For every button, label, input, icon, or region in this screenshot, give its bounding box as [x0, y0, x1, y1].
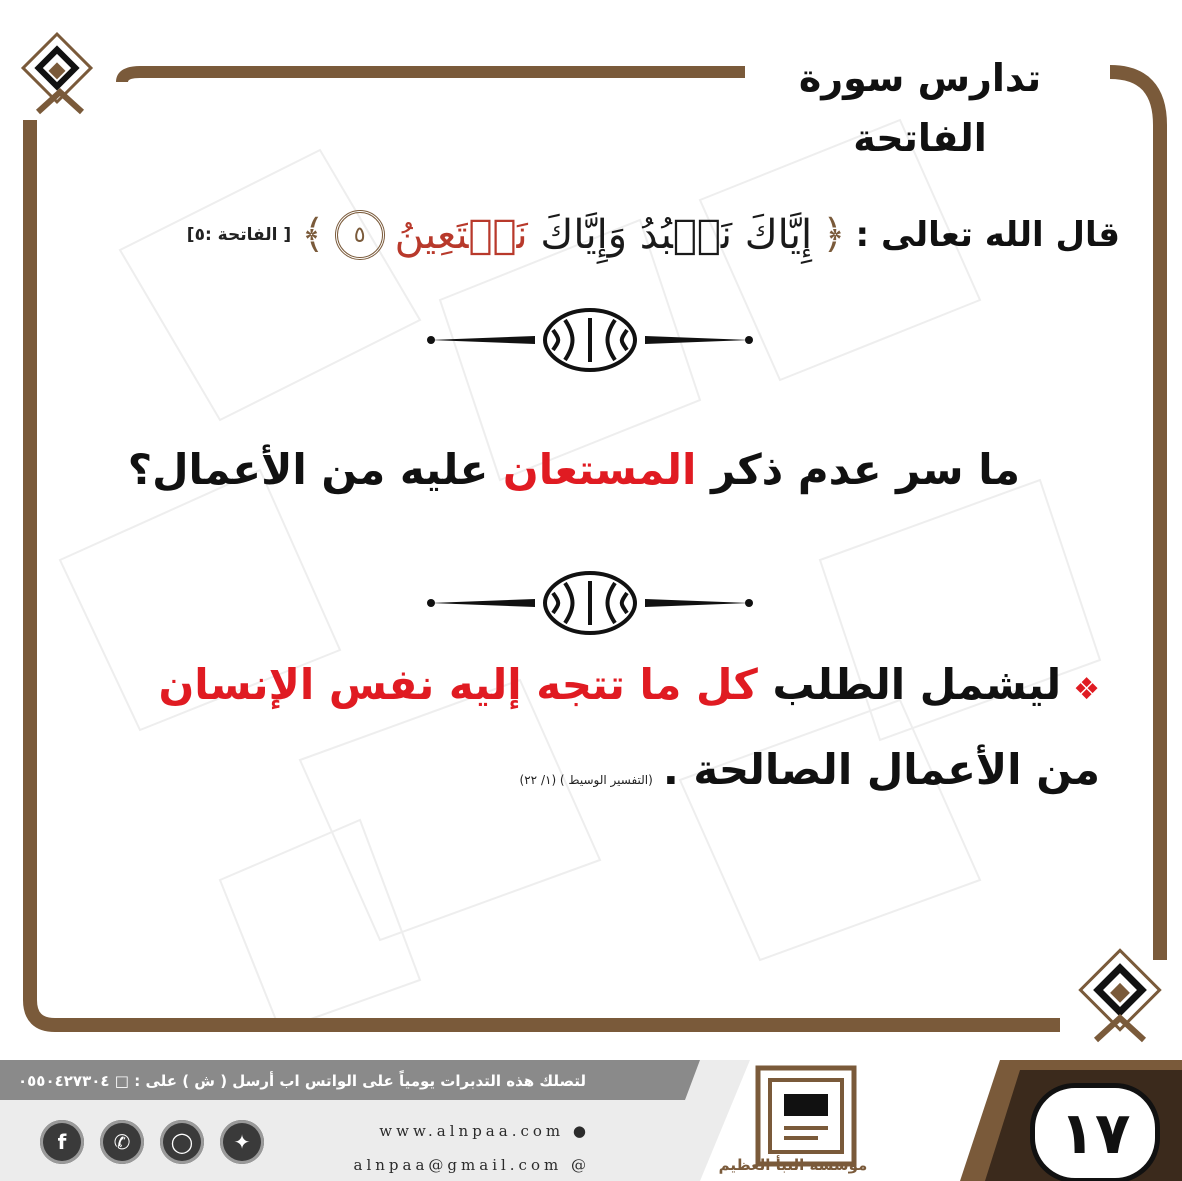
contact-line	[18, 1063, 678, 1099]
social-icons	[40, 1120, 275, 1166]
question-text	[127, 430, 1020, 510]
verse-intro: قال الله تعالى :	[855, 215, 1120, 255]
verse-text-part2: وَإِيَّاكَ	[540, 212, 628, 258]
facebook-icon[interactable]: f	[40, 1120, 84, 1164]
verse-text-part1: إِيَّاكَ نَعۡبُدُ	[639, 212, 813, 258]
verse-reference: [ الفاتحة :٥]	[186, 225, 292, 245]
episode-number: ١٧	[1030, 1083, 1160, 1181]
answer-source: (التفسير الوسيط ) (١/ ٢٢)	[519, 773, 653, 787]
verse-text	[395, 212, 813, 258]
website-text[interactable]: www.alnpaa.com	[379, 1122, 565, 1140]
answer-part2: من الأعمال الصالحة .	[662, 745, 1100, 794]
question-part2: عليه من الأعمال؟	[127, 445, 503, 494]
brand-name: مؤسسة النبأ العظيم	[718, 1156, 868, 1174]
verse-row	[80, 195, 1120, 275]
page-title: تدارس سورة الفاتحة	[798, 56, 1042, 160]
answer-part1: ليشمل الطلب	[757, 660, 1062, 709]
twitter-icon[interactable]: ✦	[220, 1120, 264, 1164]
answer-highlight: كل ما تتجه إليه نفس الإنسان	[158, 660, 758, 709]
at-icon: @	[571, 1156, 590, 1174]
verse-open-bracket: ﴿	[822, 212, 846, 258]
question-part1: ما سر عدم ذكر	[696, 445, 1020, 494]
verse-text-part3: نَسۡتَعِينُ	[394, 212, 528, 258]
instagram-icon[interactable]: ◯	[160, 1120, 204, 1164]
answer-bullet: ❖	[1073, 672, 1100, 707]
ornament-divider-middle	[425, 563, 755, 643]
whatsapp-icon[interactable]: ✆	[100, 1120, 144, 1164]
question-highlight: المستعان	[502, 445, 697, 494]
website-link[interactable]	[300, 1118, 590, 1144]
ayah-number: ٥	[335, 210, 385, 260]
phone-number[interactable]: ٠٥٥٠٤٢٧٣٠٤	[18, 1072, 110, 1090]
email-link[interactable]	[300, 1152, 590, 1178]
answer-text	[140, 645, 1100, 820]
globe-icon: ●	[572, 1122, 590, 1140]
contact-text: لتصلك هذه التدبرات يومياً على الواتس اب أرسل ( ش ) على :	[134, 1072, 587, 1090]
phone-icon: □	[114, 1072, 129, 1090]
ornament-divider-top	[425, 300, 755, 380]
email-text[interactable]: alnpaa@gmail.com	[353, 1156, 563, 1174]
verse-close-bracket: ﴾	[301, 212, 325, 258]
